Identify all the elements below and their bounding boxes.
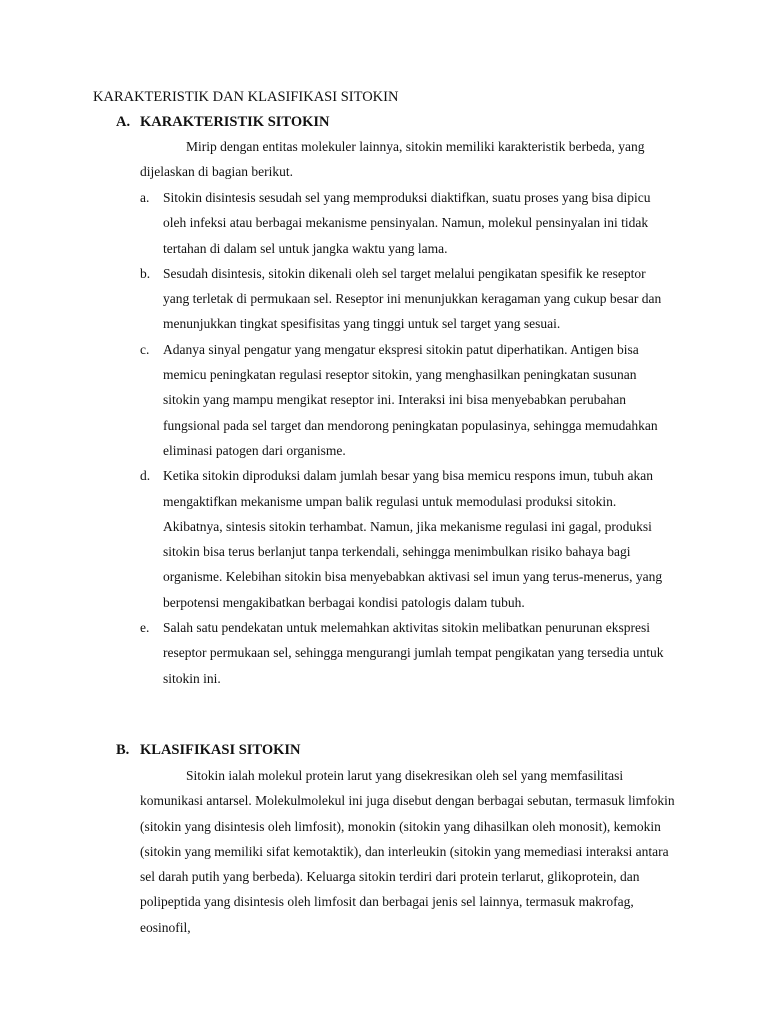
section-title: KARAKTERISTIK SITOKIN: [140, 114, 330, 130]
list-item-text: Sitokin disintesis sesudah sel yang memproduksi diaktifkan, suatu proses yang bisa dipicu oleh infeksi atau berbagai mekanisme pensinyalan. Namun, molekul pensinyalan ini tidak tertahan di dalam sel untuk jangka waktu yang lama.: [163, 190, 651, 256]
list-item-text: Adanya sinyal pengatur yang mengatur ekspresi sitokin patut diperhatikan. Antigen bisa memicu peningkatan regulasi reseptor sitokin, yang menghasilkan peningkatan susunan sitokin yang mampu mengikat reseptor ini. Interaksi ini bisa menyebabkan perubahan fungsional pada sel target dan mendorong peningkatan populasinya, sehingga memudahkan eliminasi patogen dari organisme.: [163, 341, 658, 458]
list-item-text: Sesudah disintesis, sitokin dikenali oleh sel target melalui pengikatan spesifik ke reseptor yang terletak di permukaan sel. Reseptor ini menunjukkan keragaman yang cukup besar dan menunjukkan tingkat spesifisitas yang tinggi untuk sel target yang sesuai.: [163, 265, 662, 332]
list-marker: c.: [140, 341, 150, 357]
section-heading-b: [116, 740, 301, 760]
section-letter: A.: [116, 114, 131, 130]
list-item-text: Ketika sitokin diproduksi dalam jumlah besar yang bisa memicu respons imun, tubuh akan mengaktifkan mekanisme umpan balik regulasi untuk memodulasi produksi sitokin. Akibatnya, sintesis sitokin terhambat. Namun, jika mekanisme regulasi ini gagal, produksi sitokin bisa terus berlanjut tanpa terkendali, sehingga menimbulkan risiko bahaya bagi organisme. Kelebihan sitokin bisa menyebabkan aktivasi sel imun yang terus-menerus, yang berpotensi mengakibatkan berbagai kondisi patologis dalam tubuh.: [163, 468, 663, 610]
list-item: [140, 463, 675, 615]
list-marker: a.: [140, 190, 150, 205]
list-item: [140, 261, 675, 337]
list-item: [140, 615, 675, 691]
section-b-intro: Sitokin ialah molekul protein larut yang disekresikan oleh sel yang memfasilitasi komunikasi antarsel. Molekulmolekul ini juga disebut dengan berbagai sebutan, termasuk limfokin (sitokin yang disintesis oleh limfosit), monokin (sitokin yang dihasilkan oleh monosit), kemokin (sitokin yang memiliki sifat kemotaktik), dan interleukin (sitokin yang memediasi interaksi antara sel darah putih yang berbeda). Keluarga sitokin terdiri dari protein terlarut, glikoprotein, dan polipeptida yang disintesis oleh limfosit dan berbagai jenis sel lainnya, termasuk makrofag, eosinofil,: [140, 768, 675, 935]
section-title: KLASIFIKASI SITOKIN: [140, 742, 301, 758]
characteristics-list: [140, 185, 675, 691]
section-heading-a: [116, 112, 330, 132]
document-title: KARAKTERISTIK DAN KLASIFIKASI SITOKIN: [93, 89, 399, 105]
list-item: [140, 185, 675, 261]
list-marker: d.: [140, 468, 151, 484]
list-item: [140, 337, 675, 463]
list-item-text: Salah satu pendekatan untuk melemahkan aktivitas sitokin melibatkan penurunan ekspresi reseptor permukaan sel, sehingga mengurangi jumlah tempat pengikatan yang tersedia untuk sitokin ini.: [163, 620, 664, 686]
list-marker: b.: [140, 265, 151, 281]
section-letter: B.: [116, 742, 130, 758]
list-marker: e.: [140, 620, 150, 636]
section-a-intro: Mirip dengan entitas molekuler lainnya, sitokin memiliki karakteristik berbeda, yang dijelaskan di bagian berikut.: [140, 139, 645, 180]
